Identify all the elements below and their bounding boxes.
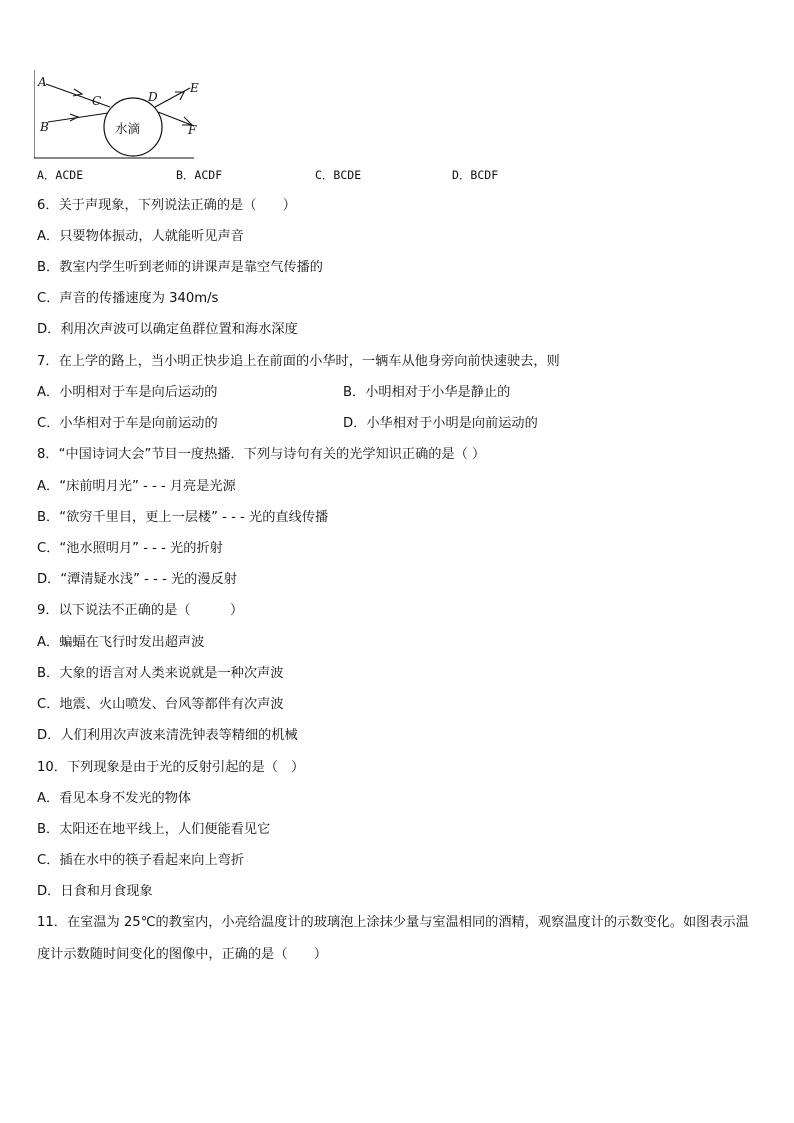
label-b: B (40, 120, 49, 134)
label-f: F (188, 123, 197, 137)
q6-option-c: C．声音的传播速度为 340m/s (37, 291, 219, 306)
label-a: A (38, 75, 47, 89)
q7-option-c: C．小华相对于车是向前运动的 (37, 416, 218, 431)
q10-option-c: C．插在水中的筷子看起来向上弯折 (37, 853, 245, 868)
q5-option-b: B．ACDF (176, 168, 223, 182)
q5-option-a: A．ACDE (37, 168, 84, 182)
label-c: C (92, 94, 102, 108)
q8-option-d: D．“潭清疑水浅” - - - 光的漫反射 (37, 572, 237, 587)
label-e: E (190, 81, 199, 95)
q9-option-b: B．大象的语言对人类来说就是一种次声波 (37, 666, 284, 681)
q8-option-b: B．“欲穷千里目，更上一层楼” - - - 光的直线传播 (37, 510, 329, 525)
q9-option-d: D．人们利用次声波来清洗钟表等精细的机械 (37, 728, 298, 743)
ray-a-arrow (73, 89, 82, 96)
q5-option-c: C．BCDE (315, 168, 362, 182)
q10-option-d: D．日食和月食现象 (37, 884, 153, 899)
q9-option-a: A．蝙蝠在飞行时发出超声波 (37, 635, 205, 650)
q9-option-c: C．地震、火山喷发、台风等都伴有次声波 (37, 697, 284, 712)
q8-option-a: A．“床前明月光” - - - 月亮是光源 (37, 479, 236, 494)
q6-stem: 6．关于声现象，下列说法正确的是（ ） (37, 198, 296, 213)
ray-b-arrow (70, 114, 78, 121)
q10-option-b: B．太阳还在地平线上，人们便能看见它 (37, 822, 271, 837)
q6-option-d: D．利用次声波可以确定鱼群位置和海水深度 (37, 322, 298, 337)
q8-option-c: C．“池水照明月” - - - 光的折射 (37, 541, 223, 556)
q7-option-b: B．小明相对于小华是静止的 (343, 385, 511, 400)
q7-option-a: A．小明相对于车是向后运动的 (37, 385, 218, 400)
ray-e (155, 88, 190, 107)
q8-stem: 8．“中国诗词大会”节目一度热播．下列与诗句有关的光学知识正确的是（ ） (37, 447, 486, 462)
q10-stem: 10．下列现象是由于光的反射引起的是（ ） (37, 760, 305, 775)
q11-stem: 11．在室温为 25℃的教室内，小亮给温度计的玻璃泡上涂抹少量与室温相同的酒精，观察温度计的示数变化。如图表示温度计示数随时间变化的图像中，正确的是（ ） (37, 915, 749, 962)
q7-option-d: D．小华相对于小明是向前运动的 (343, 416, 538, 431)
label-d: D (148, 90, 158, 104)
q6-option-b: B．教室内学生听到老师的讲课声是靠空气传播的 (37, 260, 323, 275)
q9-stem: 9．以下说法不正确的是（ ） (37, 603, 244, 618)
q10-option-a: A．看见本身不发光的物体 (37, 791, 192, 806)
light-path-diagram (34, 70, 224, 160)
q6-option-a: A．只要物体振动，人就能听见声音 (37, 229, 244, 244)
q7-stem: 7．在上学的路上，当小明正快步追上在前面的小华时，一辆车从他身旁向前快速驶去，则 (37, 354, 560, 369)
q5-option-d: D．BCDF (452, 168, 499, 182)
water-drop-label: 水滴 (115, 121, 141, 136)
